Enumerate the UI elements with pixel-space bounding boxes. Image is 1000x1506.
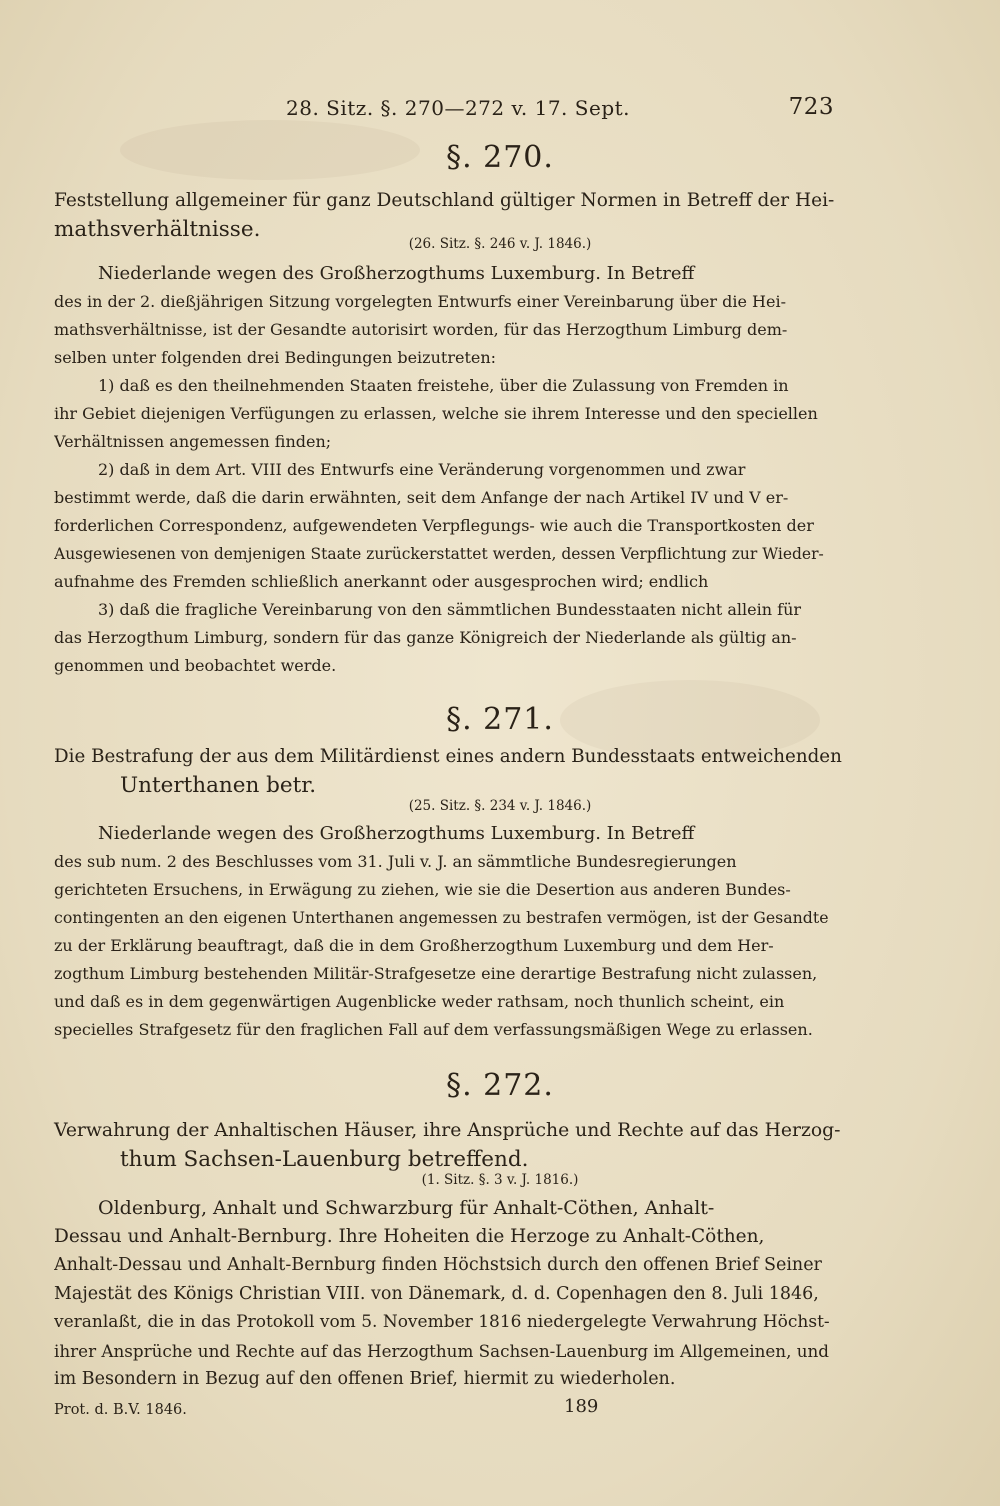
text-line: gerichteten Ersuchens, in Erwägung zu ziehen, wie sie die Desertion aus anderen Bundes- bbox=[54, 880, 791, 899]
section-title-line: Verwahrung der Anhaltischen Häuser, ihre Ansprüche und Rechte auf das Herzog- bbox=[54, 1120, 841, 1141]
text-line: 3) daß die fragliche Vereinbarung von den sämmtlichen Bundesstaaten nicht allein für bbox=[98, 600, 802, 619]
text-line: im Besondern in Bezug auf den offenen Brief, hiermit zu wiederholen. bbox=[54, 1369, 676, 1389]
section-title bbox=[54, 742, 844, 800]
text-line: forderlichen Correspondenz, aufgewendeten Verpflegungs- wie auch die Transportkosten der bbox=[54, 516, 814, 535]
page-footer bbox=[54, 1396, 830, 1426]
sheet-number: 189 bbox=[564, 1396, 599, 1417]
text-line: zogthum Limburg bestehenden Militär-Strafgesetze eine derartige Bestrafung nicht zulassen, bbox=[54, 964, 818, 983]
section-number: §. 272. bbox=[446, 1068, 554, 1103]
section-title-line: mathsverhältnisse. bbox=[54, 217, 261, 242]
text-line: mathsverhältnisse, ist der Gesandte autorisirt worden, für das Herzogthum Limburg dem- bbox=[54, 320, 788, 339]
text-line: des sub num. 2 des Beschlusses vom 31. Juli v. J. an sämmtliche Bundesregierungen bbox=[54, 852, 737, 871]
text-line: 2) daß in dem Art. VIII des Entwurfs eine Veränderung vorgenommen und zwar bbox=[98, 460, 746, 479]
text-line: ihrer Ansprüche und Rechte auf das Herzogthum Sachsen-Lauenburg im Allgemeinen, und bbox=[54, 1340, 830, 1361]
section-reference: (26. Sitz. §. 246 v. J. 1846.) bbox=[408, 236, 592, 252]
text-line: das Herzogthum Limburg, sondern für das ganze Königreich der Niederlande als gültig an- bbox=[54, 628, 797, 647]
section-reference: (1. Sitz. §. 3 v. J. 1816.) bbox=[421, 1172, 579, 1188]
text-line: des in der 2. dießjährigen Sitzung vorgelegten Entwurfs einer Vereinbarung über die Hei- bbox=[54, 292, 786, 311]
text-line: Niederlande wegen des Großherzogthums Luxemburg. In Betreff bbox=[98, 823, 695, 844]
section-title-line: Unterthanen betr. bbox=[120, 773, 317, 798]
text-line: genommen und beobachtet werde. bbox=[54, 656, 337, 675]
text-line: ihr Gebiet diejenigen Verfügungen zu erlassen, welche sie ihrem Interesse und den speciellen bbox=[54, 404, 818, 423]
section-title-line: Feststellung allgemeiner für ganz Deutschland gültiger Normen in Betreff der Hei- bbox=[54, 190, 835, 211]
running-head-text: 28. Sitz. §. 270—272 v. 17. Sept. bbox=[286, 96, 631, 120]
section-number: §. 270. bbox=[446, 140, 554, 175]
text-line: bestimmt werde, daß die darin erwähnten, seit dem Anfange der nach Artikel IV und V er- bbox=[54, 488, 789, 507]
paragraph bbox=[54, 820, 830, 1044]
text-line: Ausgewiesenen von demjenigen Staate zurückerstattet werden, dessen Verpflichtung zur Wieder- bbox=[54, 545, 824, 563]
section-title-line: thum Sachsen-Lauenburg betreffend. bbox=[120, 1147, 529, 1172]
text-line: Majestät des Königs Christian VIII. von Dänemark, d. d. Copenhagen den 8. Juli 1846, bbox=[54, 1283, 819, 1304]
text-line: aufnahme des Fremden schließlich anerkannt oder ausgesprochen wird; endlich bbox=[54, 572, 709, 591]
text-line: Oldenburg, Anhalt und Schwarzburg für Anhalt-Cöthen, Anhalt- bbox=[98, 1197, 715, 1219]
section-number: §. 271. bbox=[446, 702, 554, 737]
text-line: selben unter folgenden drei Bedingungen beizutreten: bbox=[54, 348, 497, 367]
text-line: specielles Strafgesetz für den fraglichen Fall auf dem verfassungsmäßigen Wege zu erlassen. bbox=[54, 1020, 813, 1039]
text-line: zu der Erklärung beauftragt, daß die in dem Großherzogthum Luxemburg und dem Her- bbox=[54, 936, 774, 955]
text-line: contingenten an den eigenen Unterthanen angemessen zu bestrafen vermögen, ist der Gesandte bbox=[54, 908, 829, 927]
text-line: Verhältnissen angemessen finden; bbox=[54, 432, 332, 451]
section-title-line: Die Bestrafung der aus dem Militärdienst eines andern Bundesstaats entweichenden bbox=[54, 746, 842, 767]
text-line: und daß es in dem gegenwärtigen Augenblicke weder rathsam, noch thunlich scheint, ein bbox=[54, 992, 785, 1011]
running-head bbox=[286, 92, 834, 122]
paragraph bbox=[54, 260, 830, 680]
section-reference: (25. Sitz. §. 234 v. J. 1846.) bbox=[408, 798, 592, 814]
section-title bbox=[54, 1116, 844, 1174]
text-line: Dessau und Anhalt-Bernburg. Ihre Hoheiten die Herzoge zu Anhalt-Cöthen, bbox=[54, 1225, 765, 1247]
text-line: veranlaßt, die in das Protokoll vom 5. November 1816 niedergelegte Verwahrung Höchst- bbox=[54, 1312, 830, 1332]
text-line: Anhalt-Dessau und Anhalt-Bernburg finden Höchstsich durch den offenen Brief Seiner bbox=[54, 1255, 822, 1275]
text-line: Niederlande wegen des Großherzogthums Luxemburg. In Betreff bbox=[98, 263, 695, 284]
paragraph bbox=[54, 1194, 830, 1394]
page-number: 723 bbox=[788, 94, 834, 120]
signature-mark: Prot. d. B.V. 1846. bbox=[54, 1402, 187, 1418]
text-line: 1) daß es den theilnehmenden Staaten freistehe, über die Zulassung von Fremden in bbox=[98, 376, 789, 395]
